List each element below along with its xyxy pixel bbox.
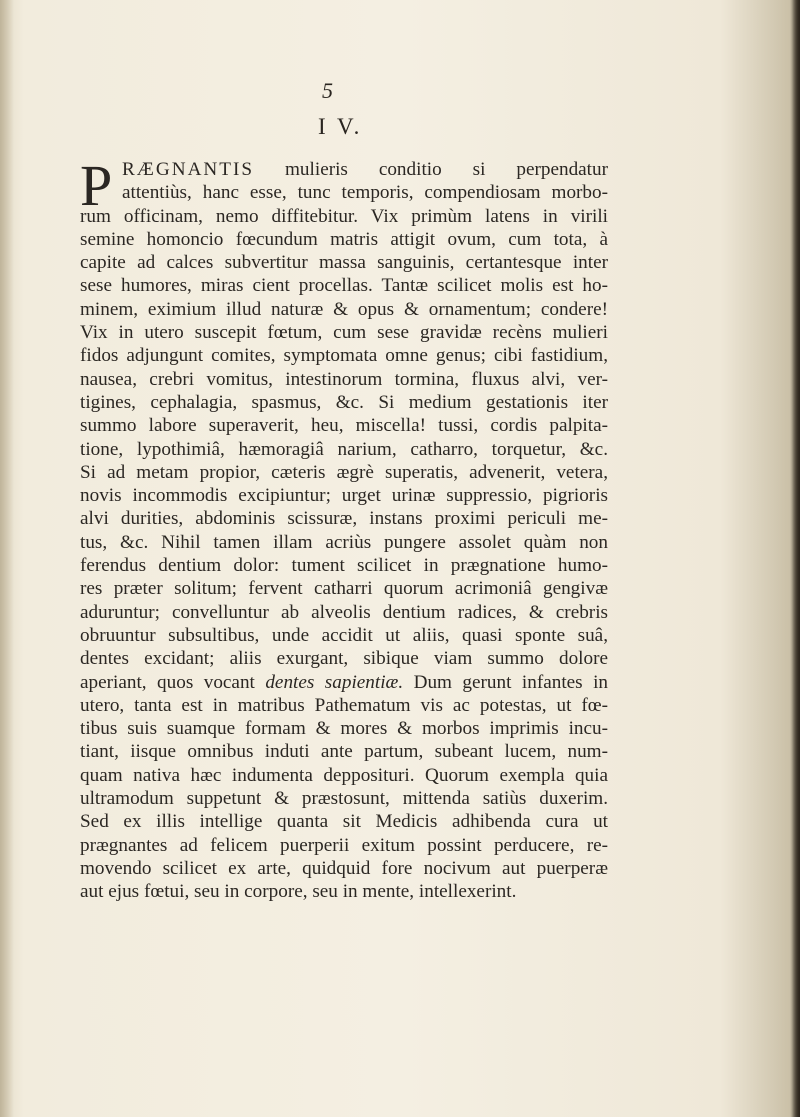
text-line: tibus suis suamque formam & mores & morbos imprimis incu- [80,718,608,740]
text-line [80,158,608,181]
text-line: Si ad metam propior, cæteris ægrè superatis, advenerit, vetera, [80,461,608,483]
text-line: semine homoncio fœcundum matris attigit ovum, cum tota, à [80,228,608,250]
section-heading: I V. [318,114,363,139]
text-line: prægnantes ad felicem puerperii exitum possint perducere, re- [80,834,608,856]
text-line: tione, lypothimiâ, hæmoragiâ narium, catharro, torquetur, &c. [80,438,608,460]
drop-cap: P [80,153,113,218]
text-line: sese humores, miras cient procellas. Tantæ scilicet molis est ho- [80,275,608,297]
text-line: alvi durities, abdominis scissuræ, instans proximi periculi me- [80,508,608,530]
text-line: tiant, iisque omnibus induti ante partum, subeant lucem, num- [80,741,608,763]
text-line: summo labore superaverit, heu, miscella! tussi, cordis palpita- [80,415,608,437]
text-line: Vix in utero suscepit fœtum, cum sese gravidæ recèns mulieri [80,322,608,344]
text-line: tigines, cephalagia, spasmus, &c. Si medium gestationis iter [80,391,608,413]
text-line: novis incommodis excipiuntur; urget urinæ suppressio, pigrioris [80,485,608,507]
small-caps-word: RÆGNANTIS [122,159,255,180]
text-line: dentes excidant; aliis exurgant, sibique viam summo dolore [80,648,608,670]
text-line: tus, &c. Nihil tamen illam acriùs pungere assolet quàm non [80,531,608,553]
text-line: utero, tanta est in matribus Pathematum vis ac potestas, ut fœ- [80,694,608,716]
page-edge [790,0,800,1117]
text-line: res præter solitum; fervent catharri quorum acrimoniâ gengivæ [80,578,608,600]
text-line: obruuntur subsultibus, unde accidit ut aliis, quasi sponte suâ, [80,624,608,646]
text-line: fidos adjungunt comites, symptomata omne genus; cibi fastidium, [80,345,608,367]
text-line: aduruntur; convelluntur ab alveolis dentium radices, & crebris [80,601,608,623]
page-header-mark: 5 [322,78,333,103]
page-gutter-shadow [0,0,14,1117]
text-line: minem, eximium illud naturæ & opus & ornamentum; condere! [80,298,608,320]
text-line: quam nativa hæc indumenta depposituri. Quorum exempla quia [80,764,608,786]
text-line [80,671,608,694]
text-line: ultramodum suppetunt & præstosunt, mittenda satiùs duxerim. [80,788,608,810]
text-line: ferendus dentium dolor: tument scilicet in prægnatione humo- [80,555,608,577]
text-line-content: Dum gerunt infantes in [403,671,609,693]
text-line: nausea, crebri vomitus, intestinorum tormina, fluxus alvi, ver- [80,368,608,390]
text-line: Sed ex illis intellige quanta sit Medicis adhibenda cura ut [80,811,608,833]
text-line: rum officinam, nemo diffitebitur. Vix primùm latens in virili [80,205,608,227]
text-line-content: aperiant, quos vocant [80,671,266,693]
text-line: attentiùs, hanc esse, tunc temporis, compendiosam morbo- [122,182,608,204]
text-line: aut ejus fœtui, seu in corpore, seu in mente, intellexerint. [80,881,517,903]
body-text [80,153,609,904]
text-line: movendo scilicet ex arte, quidquid fore nocivum aut puerperæ [80,857,608,879]
text-line-content: mulieris conditio si perpendatur [254,159,608,180]
italic-term: dentes sapientiæ. [265,671,404,693]
text-line: capite ad calces subvertitur massa sanguinis, certantesque inter [80,252,608,274]
